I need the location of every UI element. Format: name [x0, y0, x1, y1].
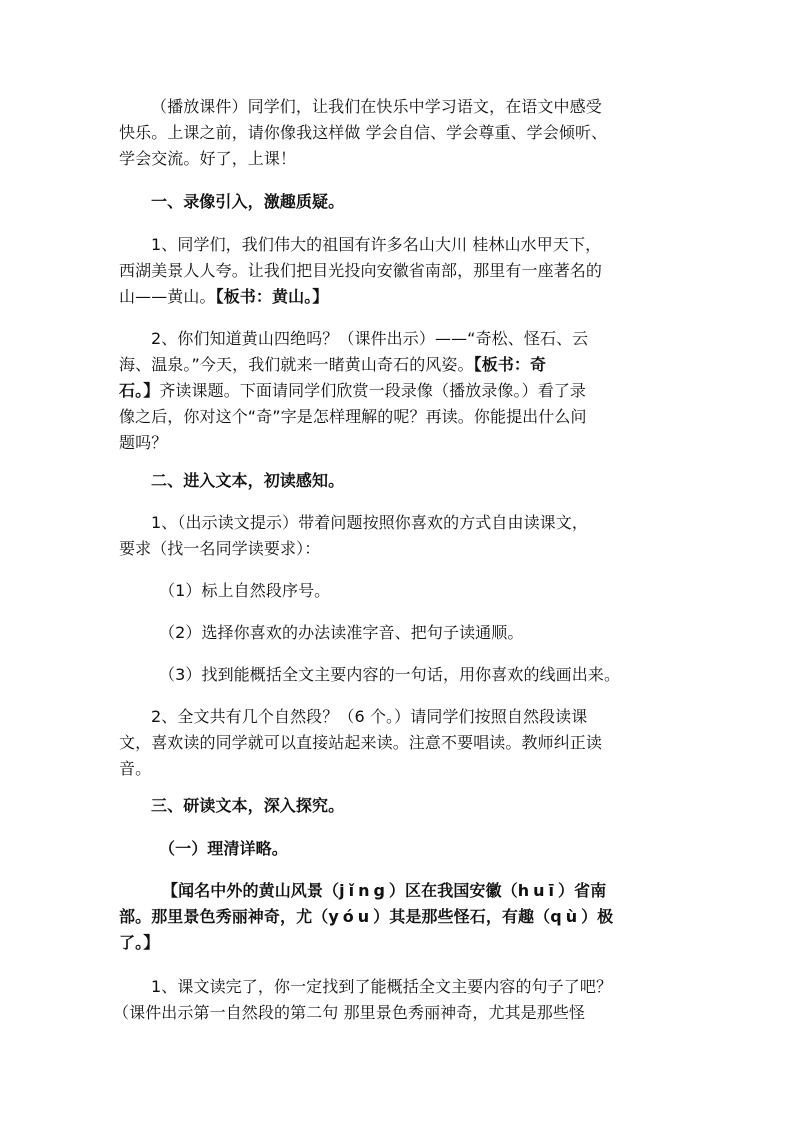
blackboard-note-qishi-start: 【板书：奇	[473, 355, 547, 374]
section-3-subheading: （一）理清详略。	[159, 839, 288, 858]
s3-para1-line-1: 1、课文读完了，你一定找到了能概括全文主要内容的句子了吧？	[151, 977, 613, 996]
intro-line-2: 快乐。上课之前，请你像我这样做 学会自信、学会尊重、学会倾听、	[119, 123, 608, 142]
s1-para2-line-4: 像之后，你对这个“奇”字是怎样理解的呢？再读。你能提出什么问	[119, 407, 587, 426]
intro-line-1: （播放课件）同学们，让我们在快乐中学习语文，在语文中感受	[151, 97, 602, 116]
quote-line-2-a: 部。那里景色秀丽神奇，尤（	[119, 907, 329, 926]
s1-para1-line-2: 西湖美景人人夸。让我们把目光投向安徽省南部，那里有一座著名的	[119, 261, 603, 280]
pinyin-you: yóu	[328, 907, 374, 926]
quote-line-2	[119, 904, 679, 931]
blackboard-note-qishi-end: 石。】	[119, 381, 160, 400]
intro-line-3: 学会交流。好了，上课！	[119, 149, 297, 168]
s2-para2-line-1: 2、全文共有几个自然段？（6 个。）请同学们按照自然段读课	[151, 707, 588, 726]
s2-para1-line-1: 1、（出示读文提示）带着问题按照你喜欢的方式自由读课文，	[151, 513, 588, 532]
list-item-1: （1）标上自然段序号。	[159, 581, 331, 600]
s1-para1-line-3	[119, 284, 679, 311]
s2-para2-line-2: 文，喜欢读的同学就可以直接站起来读。注意不要唱读。教师纠正读	[119, 733, 603, 752]
pinyin-hui: huī	[517, 881, 558, 900]
s2-para1-line-2: 要求（找一名同学读要求）：	[119, 539, 321, 558]
s1-para2-line-3-text: 齐读课题。下面请同学们欣赏一段录像（播放录像。）看了录	[159, 381, 587, 400]
s1-para1-line-3-text: 山——黄山。	[119, 287, 216, 306]
s1-para2-line-3	[119, 378, 679, 405]
quote-line-2-c: ）极	[581, 907, 614, 926]
s1-para2-line-2-text: 海、温泉。”今天，我们就来一睹黄山奇石的风姿。	[119, 355, 474, 374]
s1-para2-line-1: 2、你们知道黄山四绝吗？（课件出示）——“奇松、怪石、云	[151, 329, 589, 348]
s1-para1-line-1: 1、同学们，我们伟大的祖国有许多名山大川 桂林山水甲天下，	[151, 235, 602, 254]
pinyin-qu: qù	[550, 907, 582, 926]
list-item-3: （3）找到能概括全文主要内容的一句话，用你喜欢的线画出来。	[159, 665, 621, 684]
s1-para2-line-5: 题吗？	[119, 433, 168, 452]
s1-para2-line-2	[119, 352, 679, 379]
pinyin-jing: jǐng	[339, 881, 389, 900]
blackboard-note-huangshan: 【板书：黄山。】	[215, 287, 329, 306]
quote-line-1-b: ）区在我国安徽（	[388, 881, 518, 900]
section-3-heading: 三、研读文本，深入探究。	[151, 796, 345, 815]
section-2-heading: 二、进入文本，初读感知。	[151, 471, 345, 490]
quote-line-2-b: ）其是那些怪石，有趣（	[373, 907, 551, 926]
section-1-heading: 一、录像引入，激趣质疑。	[151, 192, 345, 211]
quote-line-3: 了。】	[119, 933, 160, 952]
s2-para2-line-3: 音。	[119, 759, 152, 778]
quote-line-1	[162, 878, 722, 905]
list-item-2: （2）选择你喜欢的办法读准字音、把句子读通顺。	[159, 623, 524, 642]
quote-line-1-a: 【闻名中外的黄山风景（	[162, 881, 340, 900]
quote-line-1-c: ）省南	[558, 881, 607, 900]
s3-para1-line-2: （课件出示第一自然段的第二句 那里景色秀丽神奇，尤其是那些怪	[113, 1003, 586, 1022]
